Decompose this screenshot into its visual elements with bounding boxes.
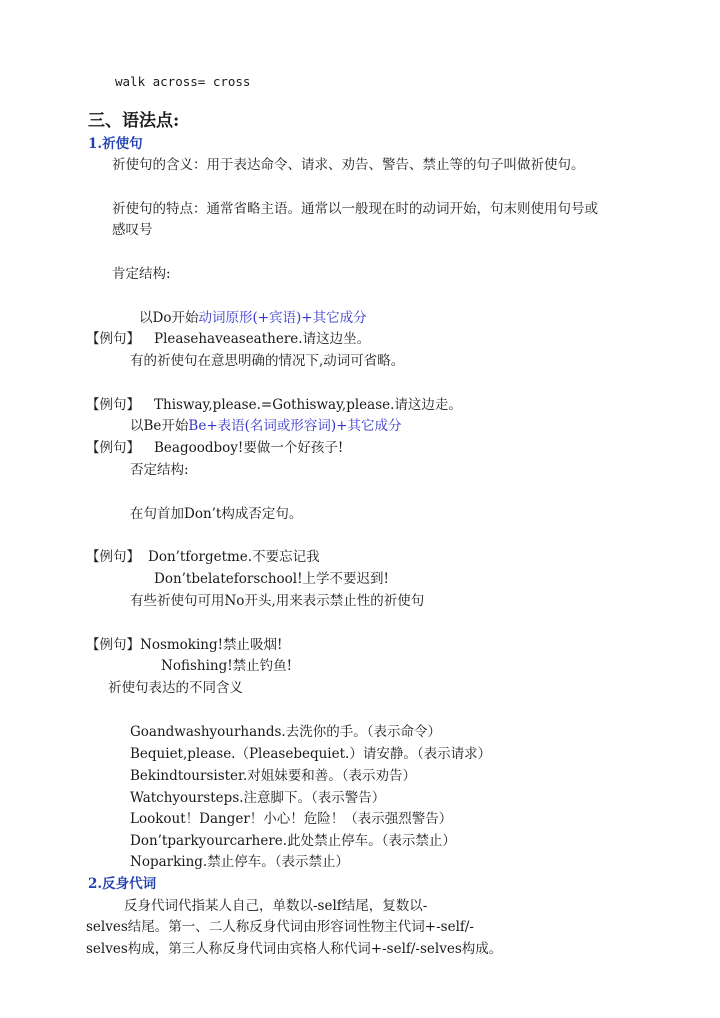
example-text: Pleasehaveaseathere.请这边坐。 [154, 331, 371, 347]
meaning-command: Goandwashyourhands.去洗你的手。（表示命令） [130, 724, 441, 740]
example-text: Nosmoking!禁止吸烟! [140, 637, 283, 653]
example-text: Beagoodboy!要做一个好孩子! [154, 440, 344, 456]
subsection-title-imperative: 1.祈使句 [88, 136, 143, 152]
example-tag: 【例句】 [86, 397, 140, 413]
do-pattern [139, 309, 367, 327]
example-5b: Nofishing!禁止钓鱼! [161, 658, 293, 674]
imperative-feature-line1: 祈使句的特点：通常省略主语。通常以一般现在时的动词开始，句末则使用句号或 [112, 201, 598, 217]
vocab-line: walk across= cross [115, 74, 251, 89]
example-tag: 【例句】 [86, 440, 140, 456]
meaning-prohibition-2: Noparking.禁止停车。（表示禁止） [130, 854, 349, 870]
verb-omission-note: 有的祈使句在意思明确的情况下,动词可省略。 [130, 353, 405, 369]
meaning-prohibition: Don’tparkyourcarhere.此处禁止停车。（表示禁止） [130, 833, 456, 849]
example-5 [86, 636, 282, 654]
be-pattern-prefix: 以Be开始 [130, 418, 189, 434]
be-pattern-formula: Be+表语(名词或形容词)+其它成分 [188, 418, 402, 434]
be-pattern [130, 417, 402, 435]
subsection-title-reflexive: 2.反身代词 [88, 876, 157, 892]
example-2 [86, 396, 462, 414]
section-title: 三、语法点: [88, 111, 180, 131]
reflexive-line1: 反身代词代指某人自己，单数以-self结尾，复数以- [124, 898, 428, 914]
meaning-advice: Bekindtoursister.对姐妹要和善。（表示劝告） [130, 768, 417, 784]
meanings-title: 祈使句表达的不同含义 [108, 680, 243, 696]
example-text: Thisway,please.=Gothisway,please.请这边走。 [154, 397, 462, 413]
example-tag: 【例句】 [86, 331, 140, 347]
reflexive-line2: selves结尾。第一、二人称反身代词由形容词性物主代词+-self/- [86, 919, 474, 935]
reflexive-line3: selves构成，第三人称反身代词由宾格人称代词+-self/-selves构成。 [86, 941, 503, 957]
example-text: Don’tforgetme.不要忘记我 [148, 549, 320, 565]
negative-rule: 在句首加Don’t构成否定句。 [130, 506, 303, 522]
meaning-warning: Watchyoursteps.注意脚下。（表示警告） [130, 790, 386, 806]
meaning-request: Bequiet,please.（Pleasebequiet.）请安静。（表示请求） [130, 746, 492, 762]
example-tag: 【例句】 [86, 637, 140, 653]
example-3 [86, 439, 343, 457]
example-4b: Don’tbelateforschool!上学不要迟到! [154, 571, 389, 587]
do-pattern-formula: 动词原形(+宾语)+其它成分 [198, 310, 367, 326]
example-4 [86, 548, 320, 566]
example-1 [86, 330, 370, 348]
meaning-strong-warning: Lookout！Danger！小心！危险！（表示强烈警告） [130, 811, 453, 827]
example-tag: 【例句】 [86, 549, 140, 565]
imperative-feature-line2: 感叹号 [112, 222, 153, 238]
do-pattern-prefix: 以Do开始 [139, 310, 199, 326]
no-prefix-note: 有些祈使句可用No开头,用来表示禁止性的祈使句 [130, 593, 425, 609]
negative-structure-label: 否定结构: [130, 462, 189, 478]
imperative-definition: 祈使句的含义：用于表达命令、请求、劝告、警告、禁止等的句子叫做祈使句。 [112, 157, 585, 173]
affirmative-structure-label: 肯定结构: [112, 266, 171, 282]
